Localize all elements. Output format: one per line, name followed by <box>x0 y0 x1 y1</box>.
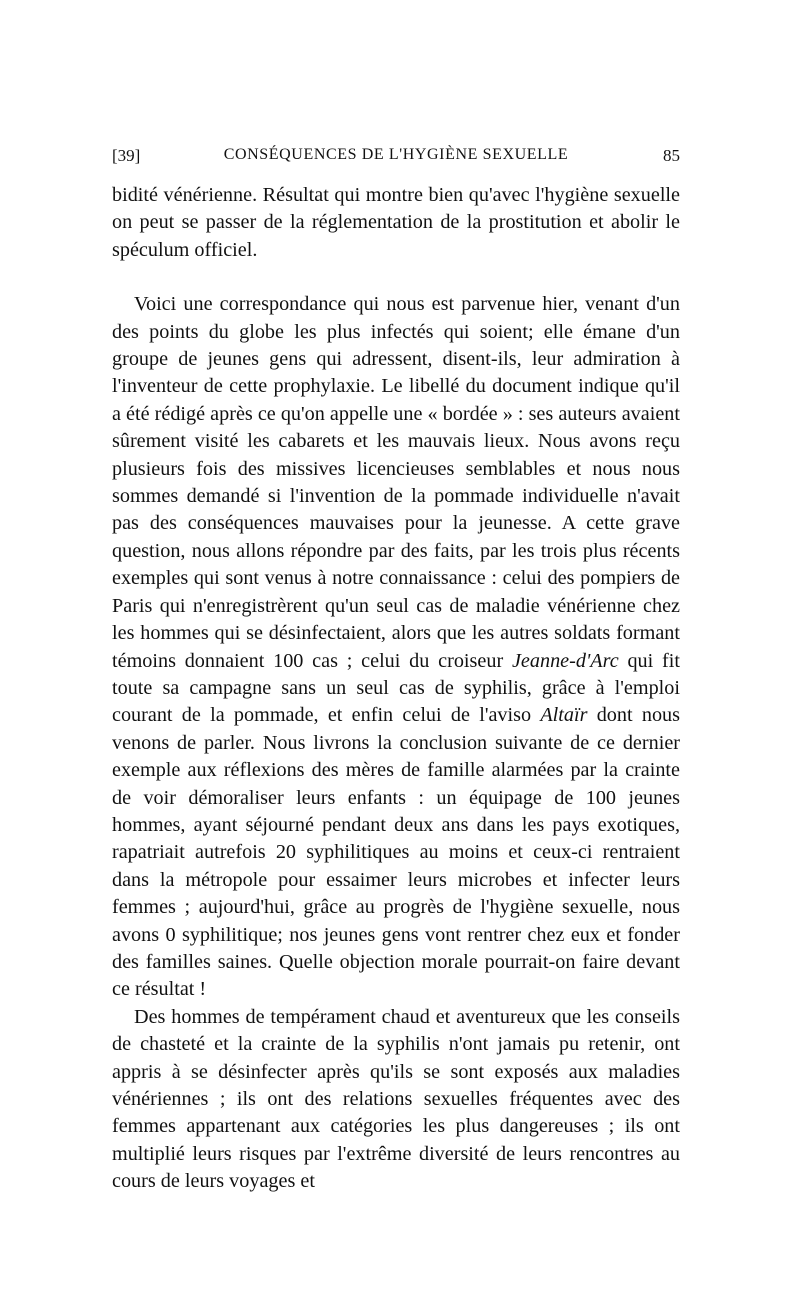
paragraph-2-text-b: qui fit toute sa campagne sans un seul cas de syphilis, grâce à l'emploi courant de la pommade, et enfin celui de l'aviso <box>112 649 680 727</box>
running-title: CONSÉQUENCES DE L'HYGIÈNE SEXUELLE <box>223 146 569 163</box>
signature-mark: [39] <box>112 146 141 165</box>
paragraph-gap <box>112 264 680 291</box>
book-page <box>112 146 680 1196</box>
ship-name-altair: Altaïr <box>540 704 588 727</box>
ship-name-jeanne-darc: Jeanne-d'Arc <box>511 649 619 672</box>
paragraph-2-text-a: Voici une correspondance qui nous est parvenue hier, venant d'un des points du globe les plus infectés qui soient; elle émane d'un groupe de jeunes gens qui adressent, disent-ils, leur admiration à l'inventeur de cette prophylaxie. Le libellé du document indique qu'il a été rédigé après ce qu'on appelle une « bordée » : ses auteurs avaient sûrement visité les cabarets et les mauvais lieux. Nous avons reçu plusieurs fois des missives licencieuses semblables et nous nous sommes demandé si l'invention de la pommade individuelle n'avait pas des conséquences mauvaises pour la jeunesse. A cette grave question, nous allons répondre par des faits, par les trois plus récents exemples qui sont venus à notre connaissance : celui des pompiers de Paris qui n'enregistrèrent qu'un seul cas de maladie vénérienne chez les hommes qui se désinfectaient, alors que les autres soldats formant témoins donnaient 100 cas ; celui du croiseur <box>112 293 680 672</box>
paragraph-2 <box>112 291 680 1004</box>
running-head <box>112 146 680 172</box>
paragraph-3-text: Des hommes de tempérament chaud et aventureux que les conseils de chasteté et la crainte de la syphilis n'ont jamais pu retenir, ont appris à se désinfecter après qu'ils se sont exposés aux maladies vénériennes ; ils ont des relations sexuelles fréquentes avec des femmes appartenant aux catégories les plus dangereuses ; ils ont multiplié leurs risques par l'extrême diversité de leurs rencontres au cours de leurs voyages et <box>112 1005 680 1193</box>
paragraph-1 <box>112 182 680 264</box>
paragraph-1-text: bidité vénérienne. Résultat qui montre bien qu'avec l'hygiène sexuelle on peut se passer de la réglementation de la prostitution et abolir le spéculum officiel. <box>112 184 680 261</box>
paragraph-2-text-c: dont nous venons de parler. Nous livrons la conclusion suivante de ce dernier exemple aux réflexions des mères de famille alarmées par la crainte de voir démoraliser leurs enfants : un équipage de 100 jeunes hommes, ayant séjourné pendant deux ans dans les pays exotiques, rapatriait autrefois 20 syphilitiques au moins et ceux-ci rentraient dans la métropole pour essaimer leurs microbes et infecter leurs femmes ; aujourd'hui, grâce au progrès de l'hygiène sexuelle, nous avons 0 syphilitique; nos jeunes gens vont rentrer chez eux et fonder des familles saines. Quelle objection morale pourrait-on faire devant ce résultat ! <box>112 704 680 1001</box>
paragraph-3 <box>112 1004 680 1196</box>
body-text <box>112 182 680 1196</box>
page-number: 85 <box>663 146 680 165</box>
